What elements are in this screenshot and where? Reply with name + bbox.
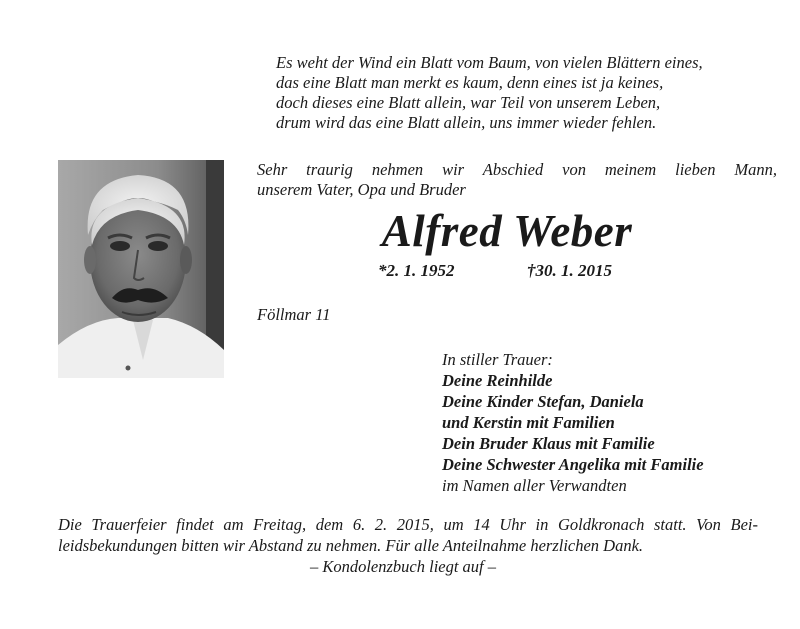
funeral-notice (58, 514, 758, 577)
mourner-name: und Kerstin mit Familien (442, 413, 615, 432)
mourner-name: Deine Kinder Stefan, Daniela (442, 392, 644, 411)
poem-line: Es weht der Wind ein Blatt vom Baum, von vielen Blättern eines, (276, 53, 703, 72)
mourner-name: Deine Reinhilde (442, 371, 553, 390)
poem-line: drum wird das eine Blatt allein, uns immer wieder fehlen. (276, 113, 657, 132)
mourners-closing: im Namen aller Verwandten (442, 476, 627, 495)
portrait-photo (58, 160, 224, 378)
mourner-name: Deine Schwester Angelika mit Familie (442, 455, 704, 474)
poem-line: das eine Blatt man merkt es kaum, denn eines ist ja keines, (276, 73, 664, 92)
poem-line: doch dieses eine Blatt allein, war Teil von unserem Leben, (276, 93, 661, 112)
death-date: †30. 1. 2015 (527, 261, 612, 280)
footer-line: Die Trauerfeier findet am Freitag, dem 6. 2. 2015, um 14 Uhr in Goldkronach statt. Von Bei- (58, 515, 758, 534)
announcement-intro (257, 160, 777, 200)
mourners-heading: In stiller Trauer: (442, 350, 553, 369)
memorial-poem (276, 53, 776, 133)
deceased-name: Alfred Weber (381, 206, 633, 256)
intro-line: Sehr traurig nehmen wir Abschied von meinem lieben Mann, (257, 160, 777, 179)
address: Föllmar 11 (257, 305, 331, 324)
condolence-book-note: – Kondolenzbuch liegt auf – (309, 557, 497, 576)
footer-line: leidsbekundungen bitten wir Abstand zu nehmen. Für alle Anteilnahme herzlichen Dank. (58, 536, 644, 555)
intro-line: unserem Vater, Opa und Bruder (257, 180, 466, 199)
birth-date: *2. 1. 1952 (378, 261, 455, 280)
mourner-name: Dein Bruder Klaus mit Familie (442, 434, 655, 453)
mourners-block (442, 349, 762, 496)
